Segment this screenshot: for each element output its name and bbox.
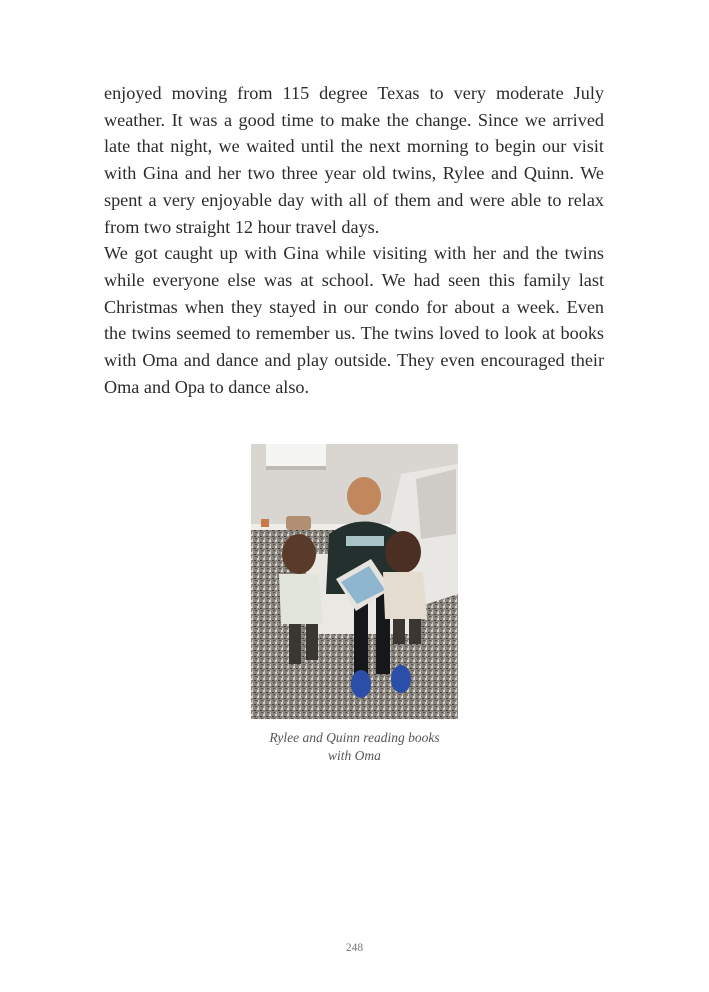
page-number: 248 [345, 942, 364, 954]
caption-line-2: with Oma [328, 748, 381, 763]
body-text [104, 80, 604, 400]
paragraph-2: We got caught up with Gina while visiting with her and the twins while everyone else was at school. We had seen this family last Christmas when they stayed in our condo for about a week. Even the twins seemed to remember us. The twins loved to look at books with Oma and dance and play outside. They even encouraged their Oma and Opa to dance also. [104, 243, 604, 397]
caption-line-1: Rylee and Quinn reading books [269, 730, 440, 745]
paragraph-1: enjoyed moving from 115 degree Texas to very moderate July weather. It was a good time to make the change. Since we arrived late that night, we waited until the next morning to begin our visit with Gina and her two three year old twins, Rylee and Quinn. We spent a very enjoyable day with all of them and were able to relax from two straight 12 hour travel days. [104, 83, 604, 237]
photo-reading-books [251, 444, 458, 719]
photo-caption [240, 729, 469, 765]
